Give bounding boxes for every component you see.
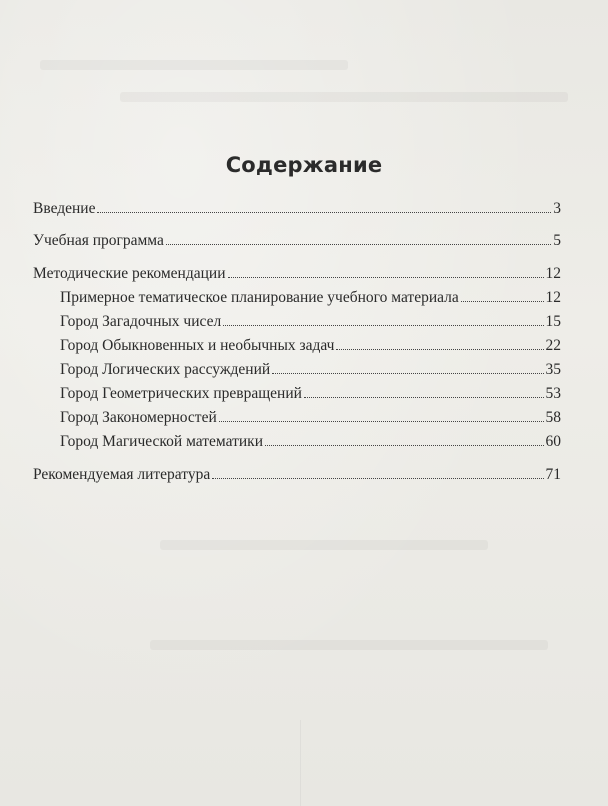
toc-entry-page: 53 xyxy=(545,385,561,402)
page-title: Содержание xyxy=(225,153,383,177)
toc-entry-patterns[interactable] xyxy=(60,408,561,428)
toc-entry-page: 12 xyxy=(545,265,561,282)
toc-entry-logical-reasoning[interactable] xyxy=(60,360,561,380)
toc-entry-geometric-transformations[interactable] xyxy=(60,384,561,404)
dot-leader xyxy=(223,325,543,326)
toc-entry-planning[interactable] xyxy=(60,288,561,308)
toc-entry-page: 22 xyxy=(545,337,561,354)
toc-entry-page: 35 xyxy=(545,361,561,378)
dot-leader xyxy=(228,277,544,278)
dot-leader xyxy=(166,244,551,245)
toc-entry-page: 5 xyxy=(553,232,561,249)
toc-entry-introduction[interactable] xyxy=(33,199,561,219)
toc-entry-label: Город Логических рассуждений xyxy=(60,361,271,378)
dot-leader xyxy=(219,421,544,422)
dot-leader xyxy=(212,478,543,479)
toc-entry-curriculum[interactable] xyxy=(33,231,561,251)
toc-entry-label: Город Геометрических превращений xyxy=(60,385,302,402)
toc-entry-page: 15 xyxy=(545,313,561,330)
toc-entry-page: 3 xyxy=(553,200,561,217)
toc-entry-label: Примерное тематическое планирование учебного материала xyxy=(60,289,459,306)
toc-entry-page: 12 xyxy=(545,289,561,306)
toc-entry-label: Город Закономерностей xyxy=(60,409,217,426)
toc-entry-label: Введение xyxy=(33,200,96,217)
dot-leader xyxy=(272,373,543,374)
toc-entry-page: 71 xyxy=(545,466,561,483)
toc-entry-page: 60 xyxy=(545,433,561,450)
dot-leader xyxy=(265,445,544,446)
toc-entry-mysterious-numbers[interactable] xyxy=(60,312,561,332)
toc-entry-label: Город Загадочных чисел xyxy=(60,313,222,330)
toc-entry-label: Методические рекомендации xyxy=(33,265,226,282)
toc-entry-ordinary-tasks[interactable] xyxy=(60,336,561,356)
dot-leader xyxy=(336,349,543,350)
toc-entry-page: 58 xyxy=(545,409,561,426)
dot-leader xyxy=(461,301,544,302)
toc-entry-label: Город Обыкновенных и необычных задач xyxy=(60,337,335,354)
dot-leader xyxy=(304,397,544,398)
toc-entry-guidelines[interactable] xyxy=(33,264,561,284)
dot-leader xyxy=(97,212,551,213)
toc-entry-label: Рекомендуемая литература xyxy=(33,466,211,483)
toc-entry-magic-math[interactable] xyxy=(60,432,561,452)
toc-entry-label: Город Магической математики xyxy=(60,433,263,450)
toc-entry-label: Учебная программа xyxy=(33,232,164,249)
toc-entry-literature[interactable] xyxy=(33,465,561,485)
